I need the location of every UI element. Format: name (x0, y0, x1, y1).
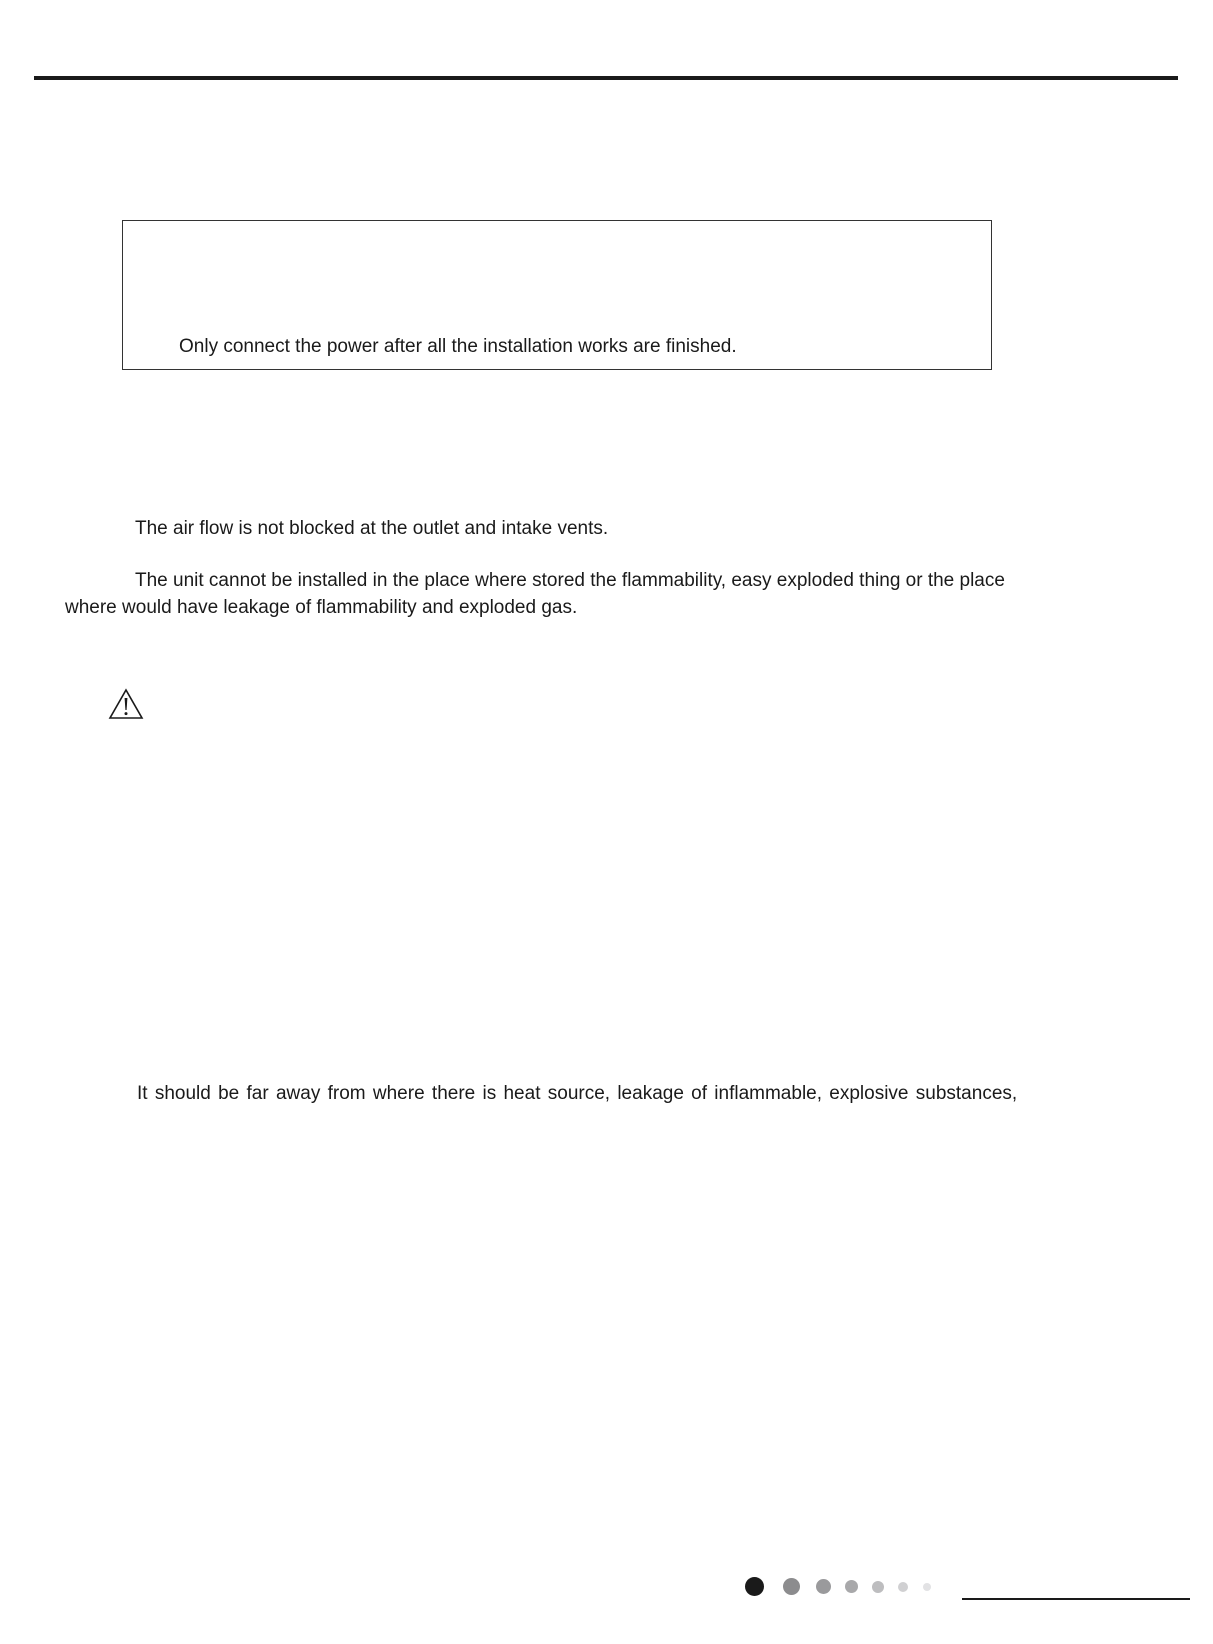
notice-text: Only connect the power after all the installation works are finished. (179, 336, 737, 357)
indicator-dot-1 (745, 1577, 764, 1596)
indicator-dot-2 (783, 1578, 800, 1595)
indicator-dot-5 (872, 1581, 884, 1593)
page-indicator-dots (745, 1573, 965, 1599)
notice-box (122, 220, 992, 370)
indicator-dot-3 (816, 1579, 831, 1594)
indicator-dot-6 (898, 1582, 908, 1592)
footer-rule (962, 1598, 1190, 1600)
header-rule (34, 76, 1178, 80)
paragraph-flammable-line-1: The unit cannot be installed in the place where stored the flammability, easy exploded thing or the place (135, 570, 1005, 591)
paragraph-heat-source: It should be far away from where there is heat source, leakage of inflammable, explosive substances, (137, 1083, 1018, 1104)
paragraph-air-flow: The air flow is not blocked at the outlet and intake vents. (135, 518, 609, 539)
paragraph-flammable-line-2: where would have leakage of flammability and exploded gas. (65, 597, 578, 618)
indicator-dot-7 (923, 1583, 931, 1591)
warning-triangle-icon (108, 688, 144, 720)
indicator-dot-4 (845, 1580, 858, 1593)
